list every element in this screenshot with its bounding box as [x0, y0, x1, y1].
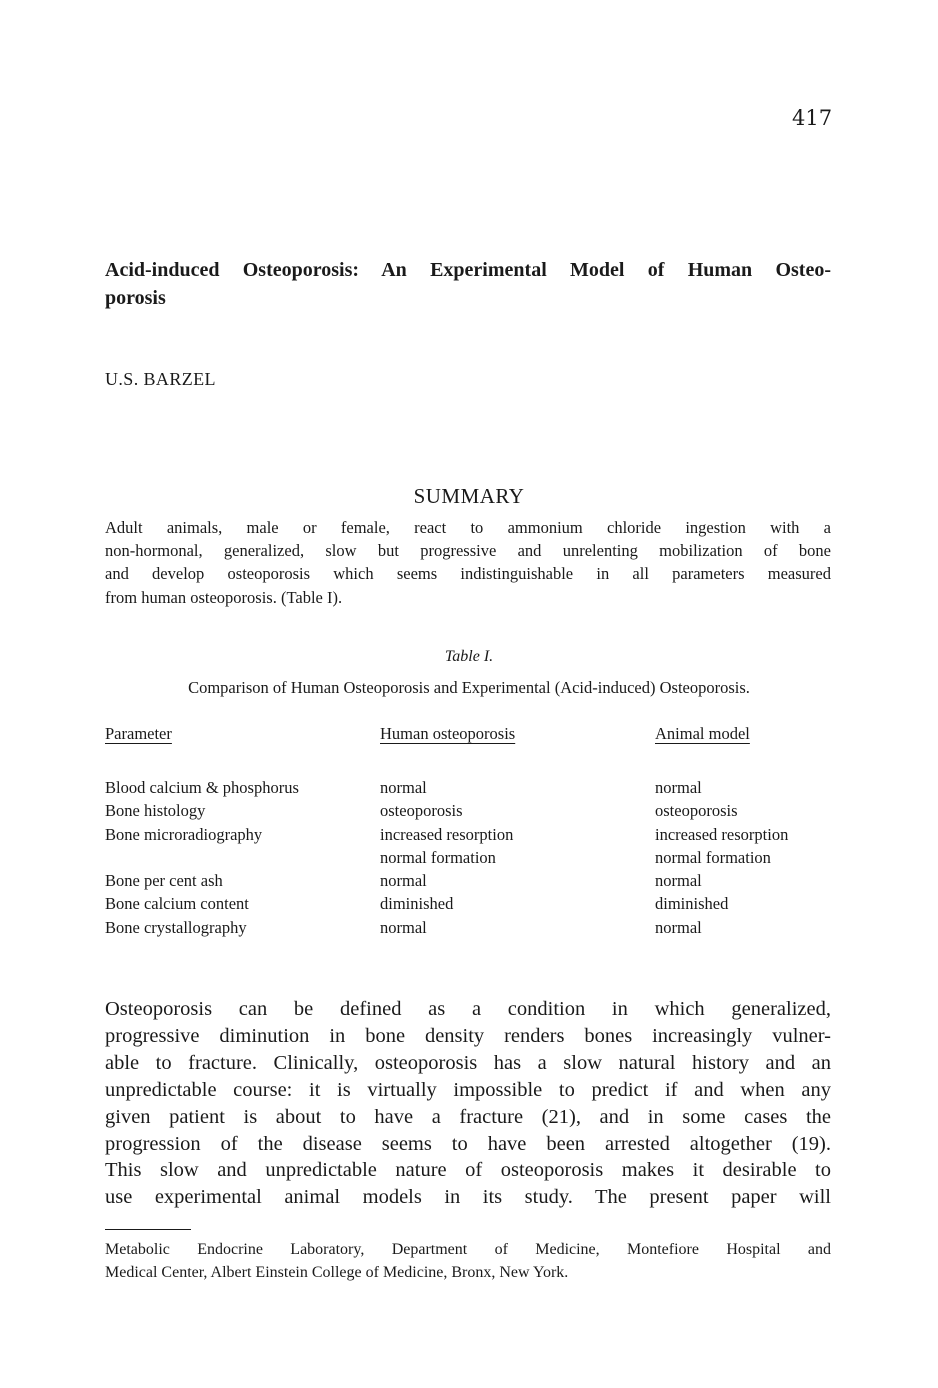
body-line: progressive diminution in bone density renders bones increasingly vulner-	[105, 1024, 831, 1047]
body-line: able to fracture. Clinically, osteoporosis has a slow natural history and an	[105, 1051, 831, 1074]
cell-parameter: Bone crystallography	[105, 917, 247, 937]
summary-body	[105, 516, 831, 609]
summary-line: non-hormonal, generalized, slow but progressive and unrelenting mobilization of bone	[105, 541, 831, 561]
body-line: unpredictable course: it is virtually impossible to predict if and when any	[105, 1078, 831, 1101]
summary-line: from human osteoporosis. (Table I).	[105, 587, 343, 607]
table-label: Table I.	[444, 648, 494, 665]
article-title	[105, 256, 831, 312]
author: U.S. BARZEL	[105, 369, 216, 389]
table-row	[105, 918, 835, 941]
page-number: 417	[792, 106, 833, 130]
title-line: porosis	[105, 287, 166, 309]
cell-parameter: Bone per cent ash	[105, 871, 223, 891]
cell-human: normal	[380, 917, 427, 937]
cell-human: increased resorption	[380, 824, 514, 844]
footnote-line: Medical Center, Albert Einstein College of Medicine, Bronx, New York.	[105, 1264, 569, 1281]
footnote	[105, 1238, 831, 1284]
column-header-human: Human osteoporosis	[380, 724, 516, 743]
summary-line: Adult animals, male or female, react to ammonium chloride ingestion with a	[105, 518, 831, 537]
cell-human: normal formation	[380, 847, 496, 867]
cell-parameter: Bone calcium content	[105, 894, 249, 914]
column-header-parameter: Parameter	[105, 724, 172, 743]
cell-animal: normal	[655, 778, 702, 797]
cell-human: normal	[380, 871, 427, 891]
body-line: given patient is about to have a fracture (21), and in some cases the	[105, 1105, 831, 1128]
body-line: progression of the disease seems to have been arrested altogether (19).	[105, 1132, 831, 1155]
table-row	[105, 825, 835, 848]
body-paragraph	[105, 996, 831, 1211]
cell-animal: normal	[655, 871, 702, 891]
title-line: Acid-induced Osteoporosis: An Experimental Model of Human Osteo-	[105, 259, 831, 281]
footnote-line: Metabolic Endocrine Laboratory, Department of Medicine, Montefiore Hospital and	[105, 1241, 831, 1258]
cell-human: osteoporosis	[380, 801, 463, 821]
table-row	[105, 778, 835, 801]
cell-animal: diminished	[655, 894, 729, 914]
summary-heading: SUMMARY	[413, 484, 525, 508]
cell-parameter: Blood calcium & phosphorus	[105, 778, 299, 797]
cell-animal: normal	[655, 917, 702, 937]
cell-human: diminished	[380, 894, 454, 914]
comparison-table	[105, 778, 835, 941]
table-caption: Comparison of Human Osteoporosis and Experimental (Acid-induced) Osteoporosis.	[188, 678, 750, 697]
body-line: This slow and unpredictable nature of osteoporosis makes it desirable to	[105, 1159, 831, 1182]
cell-animal: normal formation	[655, 847, 771, 867]
summary-line: and develop osteoporosis which seems indistinguishable in all parameters measured	[105, 564, 831, 584]
column-header-animal: Animal model	[655, 724, 750, 743]
cell-parameter: Bone histology	[105, 801, 206, 821]
table-row	[105, 848, 835, 871]
cell-human: normal	[380, 778, 427, 797]
footnote-rule	[105, 1229, 191, 1230]
cell-animal: osteoporosis	[655, 801, 738, 821]
body-line: use experimental animal models in its study. The present paper will	[105, 1186, 831, 1209]
table-row	[105, 801, 835, 824]
cell-parameter: Bone microradiography	[105, 824, 263, 844]
table-row	[105, 894, 835, 917]
body-line: Osteoporosis can be defined as a condition in which generalized,	[105, 998, 831, 1020]
table-row	[105, 871, 835, 894]
cell-animal: increased resorption	[655, 824, 789, 844]
